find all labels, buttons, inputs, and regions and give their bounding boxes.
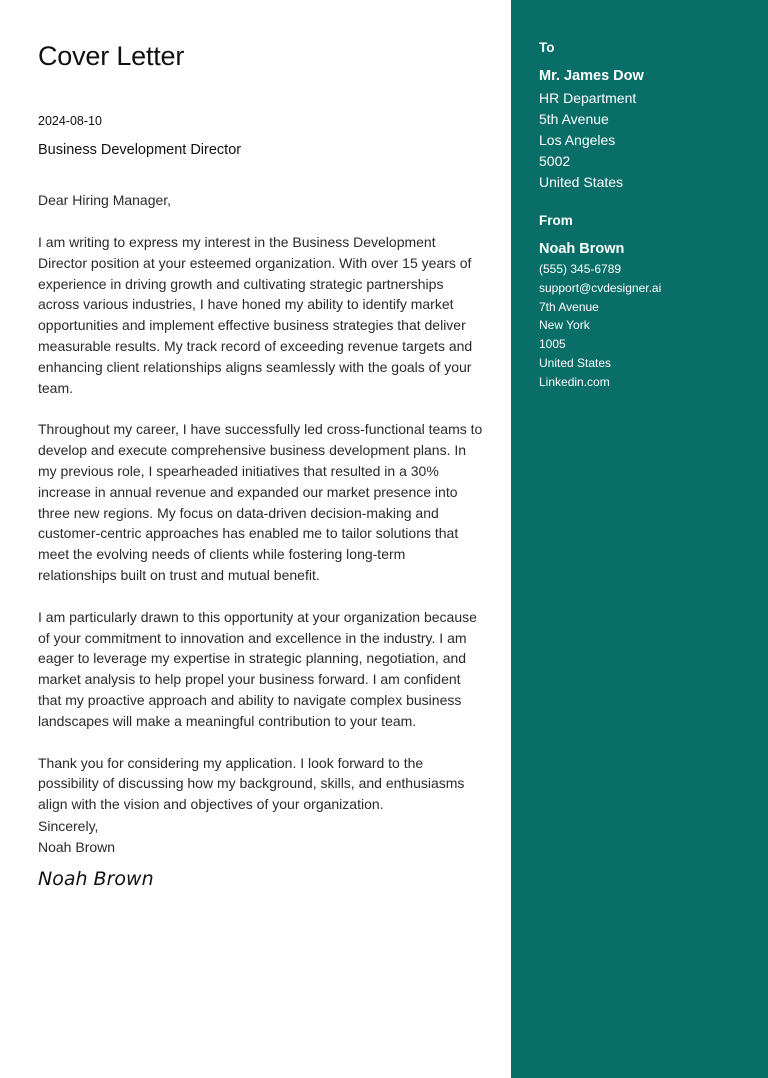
- recipient-department: HR Department: [539, 90, 637, 106]
- recipient-address: [539, 88, 636, 193]
- page-title: Cover Letter: [38, 41, 185, 71]
- from-heading: From: [539, 213, 573, 228]
- sender-country: United States: [539, 355, 612, 370]
- paragraph-3: I am particularly drawn to this opportunity at your organization because of your commitment to innovation and excellence in the industry. I am eager to leverage my expertise in strategic planning, negotiation, and market analysis to help propel your business forward. I am confident that my proactive approach and ability to navigate complex business landscapes will make a meaningful contribution to your team.: [38, 608, 477, 729]
- job-title: Business Development Director: [38, 142, 242, 158]
- recipient-zip: 5002: [539, 152, 571, 169]
- letter-body: [38, 232, 483, 836]
- to-heading: To: [539, 40, 555, 55]
- paragraph-4: Thank you for considering my application. I look forward to the possibility of discussing how my background, skills, and enthusiasms align with the vision and objectives of your organization.: [38, 754, 465, 813]
- recipient-name: Mr. James Dow: [539, 68, 644, 84]
- sender-street: 7th Avenue: [539, 299, 599, 314]
- sender-email[interactable]: support@cvdesigner.ai: [539, 280, 662, 295]
- salutation: Dear Hiring Manager,: [38, 192, 172, 208]
- sender-city: New York: [539, 318, 590, 333]
- recipient-country: United States: [539, 173, 624, 190]
- closing-block: [38, 816, 115, 858]
- recipient-city: Los Angeles: [539, 131, 616, 148]
- paragraph-1: I am writing to express my interest in the Business Development Director position at your esteemed organization. With over 15 years of experience in driving growth and cultivating strategic partnerships across various industries, I have honed my ability to identify market opportunities and implement effective business strategies that deliver measurable results. My track record of exceeding revenue targets and enhancing client relationships aligns seamlessly with the goals of your team.: [38, 234, 473, 396]
- closing-text: Sincerely,: [38, 818, 99, 834]
- recipient-street: 5th Avenue: [539, 110, 609, 127]
- closing-name: Noah Brown: [38, 838, 116, 855]
- sender-linkedin[interactable]: Linkedin.com: [539, 374, 610, 389]
- sender-details: [539, 260, 661, 392]
- sender-name: Noah Brown: [539, 241, 625, 257]
- contact-sidebar: [511, 0, 768, 1078]
- sender-zip: 1005: [539, 337, 566, 352]
- letter-date: 2024-08-10: [38, 114, 102, 128]
- sender-phone: (555) 345-6789: [539, 262, 622, 276]
- paragraph-2: Throughout my career, I have successfully led cross-functional teams to develop and execute comprehensive business development plans. In my previous role, I spearheaded initiatives that resulted in a 30% increase in annual revenue and expanded our market presence into three new regions. My focus on data-driven decision-making and customer-centric approaches has enabled me to tailor solutions that meet the evolving needs of clients while fostering long-term relationships built on trust and mutual benefit.: [38, 421, 483, 583]
- signature: Noah Brown: [38, 868, 154, 890]
